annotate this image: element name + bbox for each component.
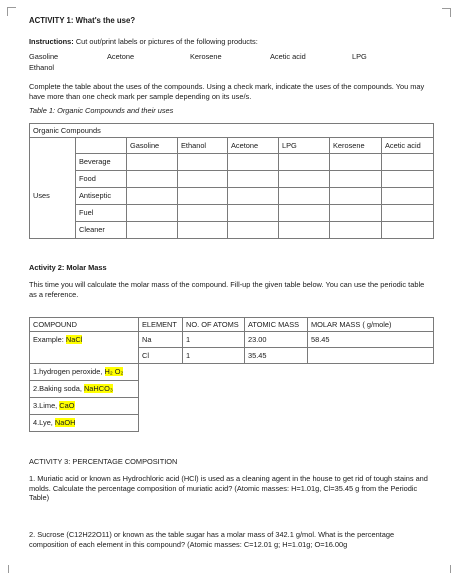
check-cell[interactable] (382, 205, 434, 222)
atomic-mass-cell: 35.45 (245, 348, 308, 364)
check-cell[interactable] (330, 171, 382, 188)
check-cell[interactable] (279, 154, 330, 171)
product-item: Gasoline (29, 52, 59, 61)
check-cell[interactable] (127, 171, 178, 188)
example-label: Example: (33, 334, 66, 344)
column-header: Gasoline (127, 138, 178, 154)
activity1-instructions (29, 37, 433, 47)
atoms-cell: 1 (183, 332, 245, 348)
check-cell[interactable] (228, 222, 279, 239)
activity3-title: ACTIVITY 3: PERCENTAGE COMPOSITION (29, 457, 178, 466)
compound-label: 1.hydrogen peroxide, (33, 367, 105, 377)
column-header: COMPOUND (30, 318, 139, 332)
example-cell (30, 332, 139, 348)
compound-label: 3.Lime, (33, 401, 60, 411)
check-cell[interactable] (178, 205, 228, 222)
crop-mark-bottom-left (8, 565, 17, 573)
column-header: Kerosene (330, 138, 382, 154)
check-cell[interactable] (127, 222, 178, 239)
activity3-question-2: 2. Sucrose (C12H22O11) or known as the table sugar has a molar mass of 342.1 g/mol. What is the percentage composition of each element in this compound? (Atomic masses: C=12.01 g; H=1.01g; O=16.00g (29, 530, 395, 549)
column-header: Acetone (228, 138, 279, 154)
check-cell[interactable] (178, 188, 228, 205)
element-cell: Cl (139, 348, 183, 364)
column-header: ELEMENT (139, 318, 183, 332)
compound-item (30, 364, 139, 381)
compound-formula: NaHCO₃ (83, 384, 113, 394)
row-group-label: Uses (30, 154, 76, 239)
crop-mark-bottom-right (442, 565, 451, 573)
compound-item (30, 398, 139, 415)
check-cell[interactable] (330, 205, 382, 222)
check-cell[interactable] (330, 154, 382, 171)
instructions-label: Instructions: (29, 37, 74, 46)
atoms-cell: 1 (183, 348, 245, 364)
atomic-mass-cell: 23.00 (245, 332, 308, 348)
check-cell[interactable] (382, 154, 434, 171)
compound-item (30, 381, 139, 398)
check-cell[interactable] (228, 154, 279, 171)
molar-mass-cell: 58.45 (308, 332, 434, 348)
check-cell[interactable] (330, 188, 382, 205)
table1-caption: Table 1: Organic Compounds and their uses (29, 106, 174, 115)
molar-mass-table (29, 317, 433, 432)
product-item: Ethanol (29, 63, 55, 72)
crop-mark-top-right (442, 8, 451, 17)
row-label: Beverage (76, 154, 127, 171)
product-item: Kerosene (190, 52, 222, 61)
column-header: NO. OF ATOMS (183, 318, 245, 332)
column-header: MOLAR MASS ( g/mole) (308, 318, 434, 332)
check-cell[interactable] (127, 188, 178, 205)
example-compound: NaCl (65, 334, 83, 344)
check-cell[interactable] (228, 205, 279, 222)
crop-mark-top-left (7, 7, 16, 16)
compound-formula: CaO (59, 401, 75, 411)
check-cell[interactable] (228, 171, 279, 188)
column-header: Ethanol (178, 138, 228, 154)
uses-table (29, 123, 433, 239)
check-cell[interactable] (279, 188, 330, 205)
product-item: LPG (352, 52, 367, 61)
row-label: Cleaner (76, 222, 127, 239)
check-cell[interactable] (228, 188, 279, 205)
product-item: Acetic acid (270, 52, 306, 61)
compound-item (30, 415, 139, 432)
check-cell[interactable] (279, 171, 330, 188)
check-cell[interactable] (178, 171, 228, 188)
molar-mass-cell (308, 348, 434, 364)
check-cell[interactable] (178, 222, 228, 239)
check-cell[interactable] (127, 205, 178, 222)
product-list (29, 52, 433, 76)
check-cell[interactable] (382, 222, 434, 239)
check-cell[interactable] (279, 222, 330, 239)
check-cell[interactable] (178, 154, 228, 171)
check-cell[interactable] (127, 154, 178, 171)
compound-formula: NaOH (54, 418, 76, 428)
activity3-question-1: 1. Muriatic acid or known as Hydrochloric acid (HCl) is used as a cleaning agent in the house to get rid of tough stains and molds. Calculate the percentage composition of muriatic acid? (Atomic masses: H=1.01g, Cl=35.45 g from the Periodic Table) (29, 474, 428, 503)
row-label: Food (76, 171, 127, 188)
check-cell[interactable] (382, 171, 434, 188)
column-header: LPG (279, 138, 330, 154)
check-cell[interactable] (382, 188, 434, 205)
activity1-title: ACTIVITY 1: What's the use? (29, 16, 136, 25)
element-cell: Na (139, 332, 183, 348)
activity1-paragraph: Complete the table about the uses of the compounds. Using a check mark, indicate the uses of the compounds. You may have more than one check mark per sample depending on its use/s. (29, 82, 425, 101)
check-cell[interactable] (279, 205, 330, 222)
compound-label: 4.Lye, (33, 418, 55, 428)
row-label: Antiseptic (76, 188, 127, 205)
column-header: Acetic acid (382, 138, 434, 154)
compound-formula: H₂ O₂ (104, 367, 124, 377)
activity2-title: Activity 2: Molar Mass (29, 263, 107, 272)
check-cell[interactable] (330, 222, 382, 239)
table-title: Organic Compounds (30, 124, 434, 138)
product-item: Acetone (107, 52, 135, 61)
column-header: ATOMIC MASS (245, 318, 308, 332)
instructions-text: Cut out/print labels or pictures of the following products: (73, 37, 258, 46)
activity2-paragraph: This time you will calculate the molar mass of the compound. Fill-up the given table below. You can use the periodic table as a reference. (29, 280, 425, 299)
compound-label: 2.Baking soda, (33, 384, 84, 394)
row-label: Fuel (76, 205, 127, 222)
